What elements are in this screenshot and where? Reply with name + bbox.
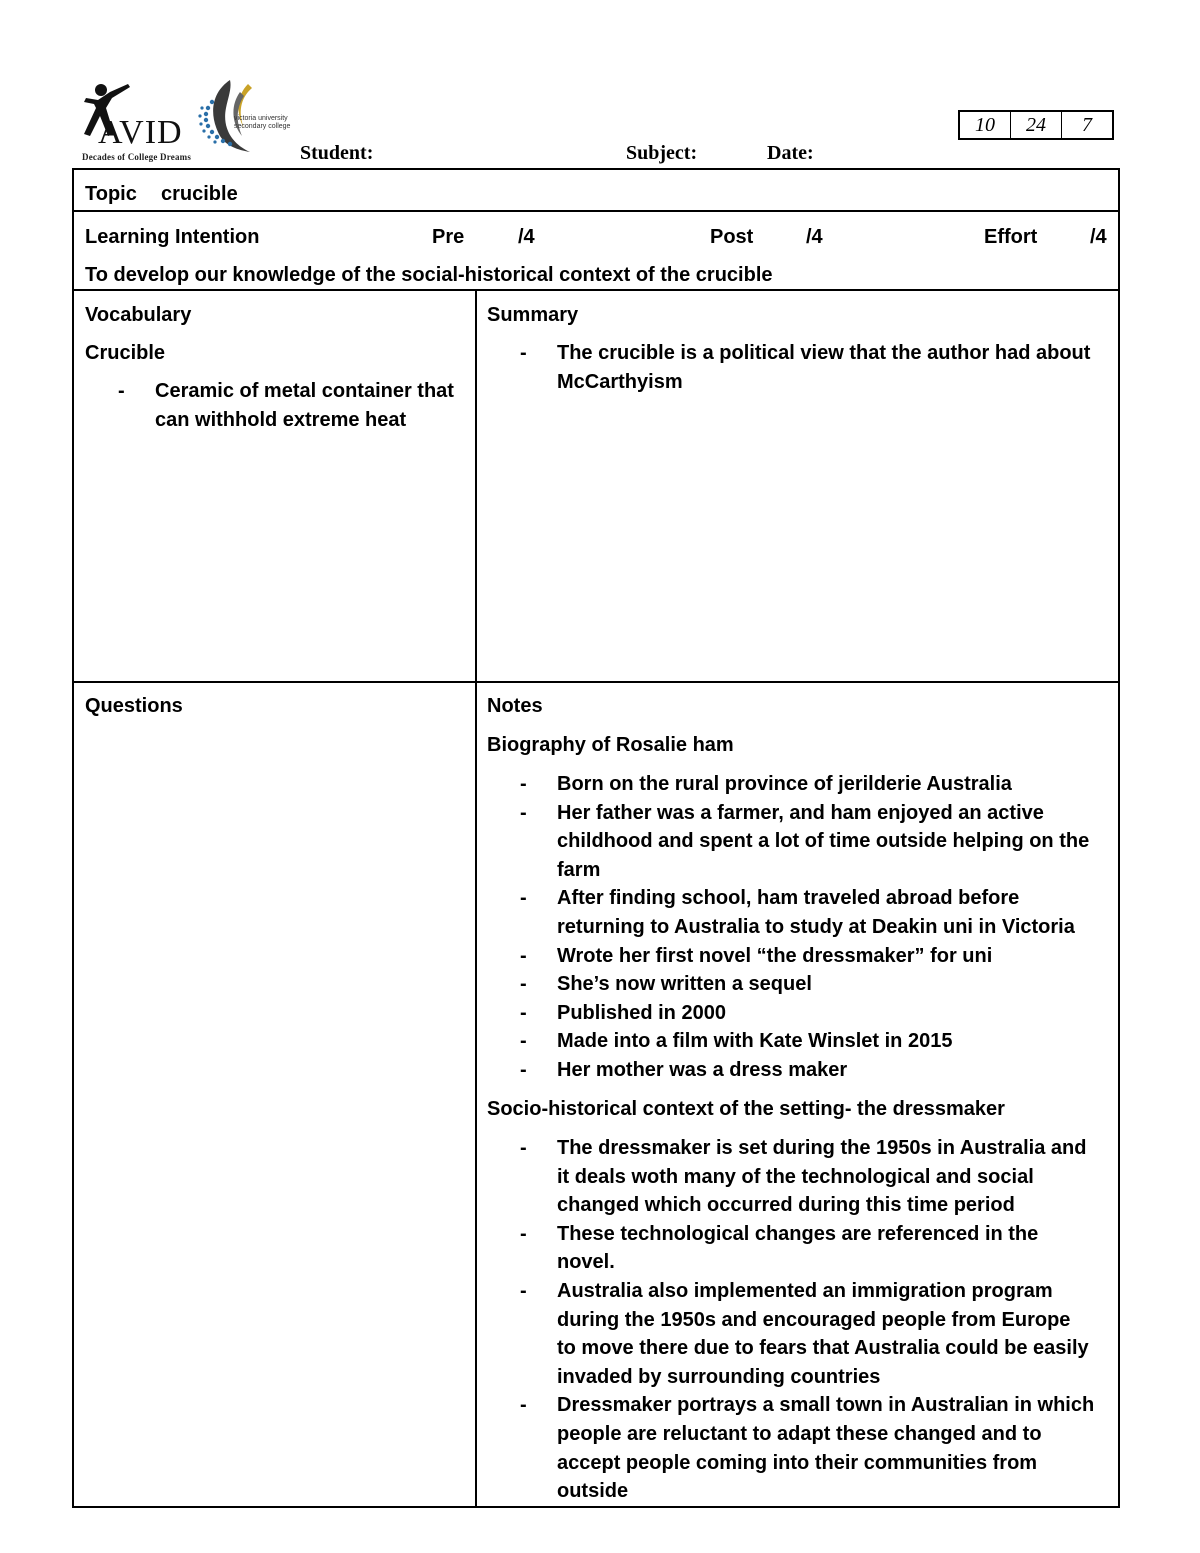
vocabulary-definition (118, 377, 454, 435)
biography-item-line: She’s now written a sequel (557, 973, 812, 996)
biography-item-line: Her father was a farmer, and ham enjoyed an active (557, 801, 1044, 824)
biography-item (520, 970, 812, 999)
summary-line: The crucible is a political view that the author had about (557, 342, 1091, 364)
bullet-dash: - (520, 1222, 527, 1245)
code-cell: 10 (960, 112, 1011, 138)
bullet-dash: - (520, 1280, 527, 1302)
divider (72, 210, 1120, 212)
bullet-dash: - (520, 1030, 527, 1053)
context-item-line: to move there due to fears that Australia could be easily (557, 1337, 1089, 1360)
context-item-line: changed which occurred during this time period (557, 1194, 1015, 1217)
biography-item-line: Published in 2000 (557, 1001, 726, 1024)
topic-label: Topic (85, 183, 137, 205)
bullet-dash: - (520, 973, 527, 996)
vocabulary-term: Crucible (85, 342, 166, 364)
context-item (520, 1277, 1089, 1391)
context-item (520, 1391, 1095, 1505)
logo-wordmark: AVID (98, 114, 183, 151)
code-cell: 24 (1011, 112, 1062, 138)
biography-item (520, 1056, 848, 1085)
effort-score: /4 (1090, 226, 1107, 248)
notes-heading: Notes (487, 695, 543, 717)
context-item-line: These technological changes are referenced in the (557, 1222, 1039, 1245)
bullet-dash: - (520, 773, 527, 795)
pre-label: Pre (432, 226, 465, 248)
student-label: Student: (300, 142, 374, 164)
context-heading: Socio-historical context of the setting- the dressmaker (487, 1098, 1005, 1120)
biography-item-line: returning to Australia to study at Deakin uni in Victoria (557, 915, 1075, 938)
post-score: /4 (806, 226, 823, 248)
context-item (520, 1220, 1039, 1277)
context-item-line: Dressmaker portrays a small town in Australian in which (557, 1394, 1095, 1417)
bullet-dash: - (118, 380, 125, 402)
logo-tagline: Decades of College Dreams (82, 152, 192, 162)
context-item-line: during the 1950s and encouraged people from Europe (557, 1308, 1071, 1331)
summary-item (520, 339, 1091, 397)
definition-line: Ceramic of metal container that (155, 380, 454, 402)
divider (72, 681, 1120, 683)
biography-heading: Biography of Rosalie ham (487, 734, 734, 756)
learning-intention-text: To develop our knowledge of the social-historical context of the crucible (85, 264, 773, 286)
biography-item-line: Wrote her first novel “the dressmaker” for uni (557, 944, 993, 967)
post-label: Post (710, 226, 754, 248)
bullet-dash: - (520, 342, 527, 364)
bullet-dash: - (520, 1001, 527, 1024)
context-item-line: it deals woth many of the technological and social (557, 1165, 1034, 1188)
bullet-dash: - (520, 1137, 527, 1159)
biography-item-line: farm (557, 858, 601, 881)
biography-item-line: childhood and spent a lot of time outside helping on the (557, 830, 1090, 853)
biography-item-line: After finding school, ham traveled abroad before (557, 887, 1020, 910)
learning-intention-label: Learning Intention (85, 226, 260, 248)
column-divider (475, 289, 477, 1508)
pre-score: /4 (518, 226, 535, 248)
biography-item (520, 770, 1012, 799)
context-item-line: The dressmaker is set during the 1950s in Australia and (557, 1137, 1087, 1159)
biography-item-line: Made into a film with Kate Winslet in 2015 (557, 1030, 953, 1053)
biography-item (520, 942, 993, 971)
bullet-dash: - (520, 801, 527, 824)
context-item-line: accept people coming into their communities from (557, 1451, 1038, 1474)
context-item-line: Australia also implemented an immigration program (557, 1280, 1053, 1302)
date-label: Date: (767, 142, 814, 164)
biography-item-line: Born on the rural province of jerilderie Australia (557, 773, 1012, 795)
definition-line: can withhold extreme heat (155, 409, 407, 431)
bullet-dash: - (520, 944, 527, 967)
bullet-dash: - (520, 1394, 527, 1417)
biography-item (520, 799, 1090, 885)
context-item-line: invaded by surrounding countries (557, 1365, 881, 1388)
context-item-line: novel. (557, 1251, 615, 1274)
questions-heading: Questions (85, 695, 183, 717)
bullet-dash: - (520, 887, 527, 910)
summary-heading: Summary (487, 304, 579, 326)
biography-item (520, 1027, 953, 1056)
code-cell: 7 (1082, 114, 1092, 136)
vocabulary-heading: Vocabulary (85, 304, 192, 326)
context-item (520, 1134, 1087, 1220)
logo-partner-text: victoria university secondary college (234, 115, 291, 130)
biography-item (520, 999, 726, 1028)
context-item-line: outside (557, 1480, 629, 1503)
subject-label: Subject: (626, 142, 698, 164)
topic-value: crucible (161, 183, 238, 205)
code-box (958, 110, 1114, 140)
biography-item-line: Her mother was a dress maker (557, 1059, 848, 1081)
effort-label: Effort (984, 226, 1038, 248)
biography-item (520, 884, 1075, 941)
bullet-dash: - (520, 1059, 527, 1081)
summary-line: McCarthyism (557, 371, 683, 393)
context-item-line: people are reluctant to adapt these changed and to (557, 1422, 1042, 1445)
